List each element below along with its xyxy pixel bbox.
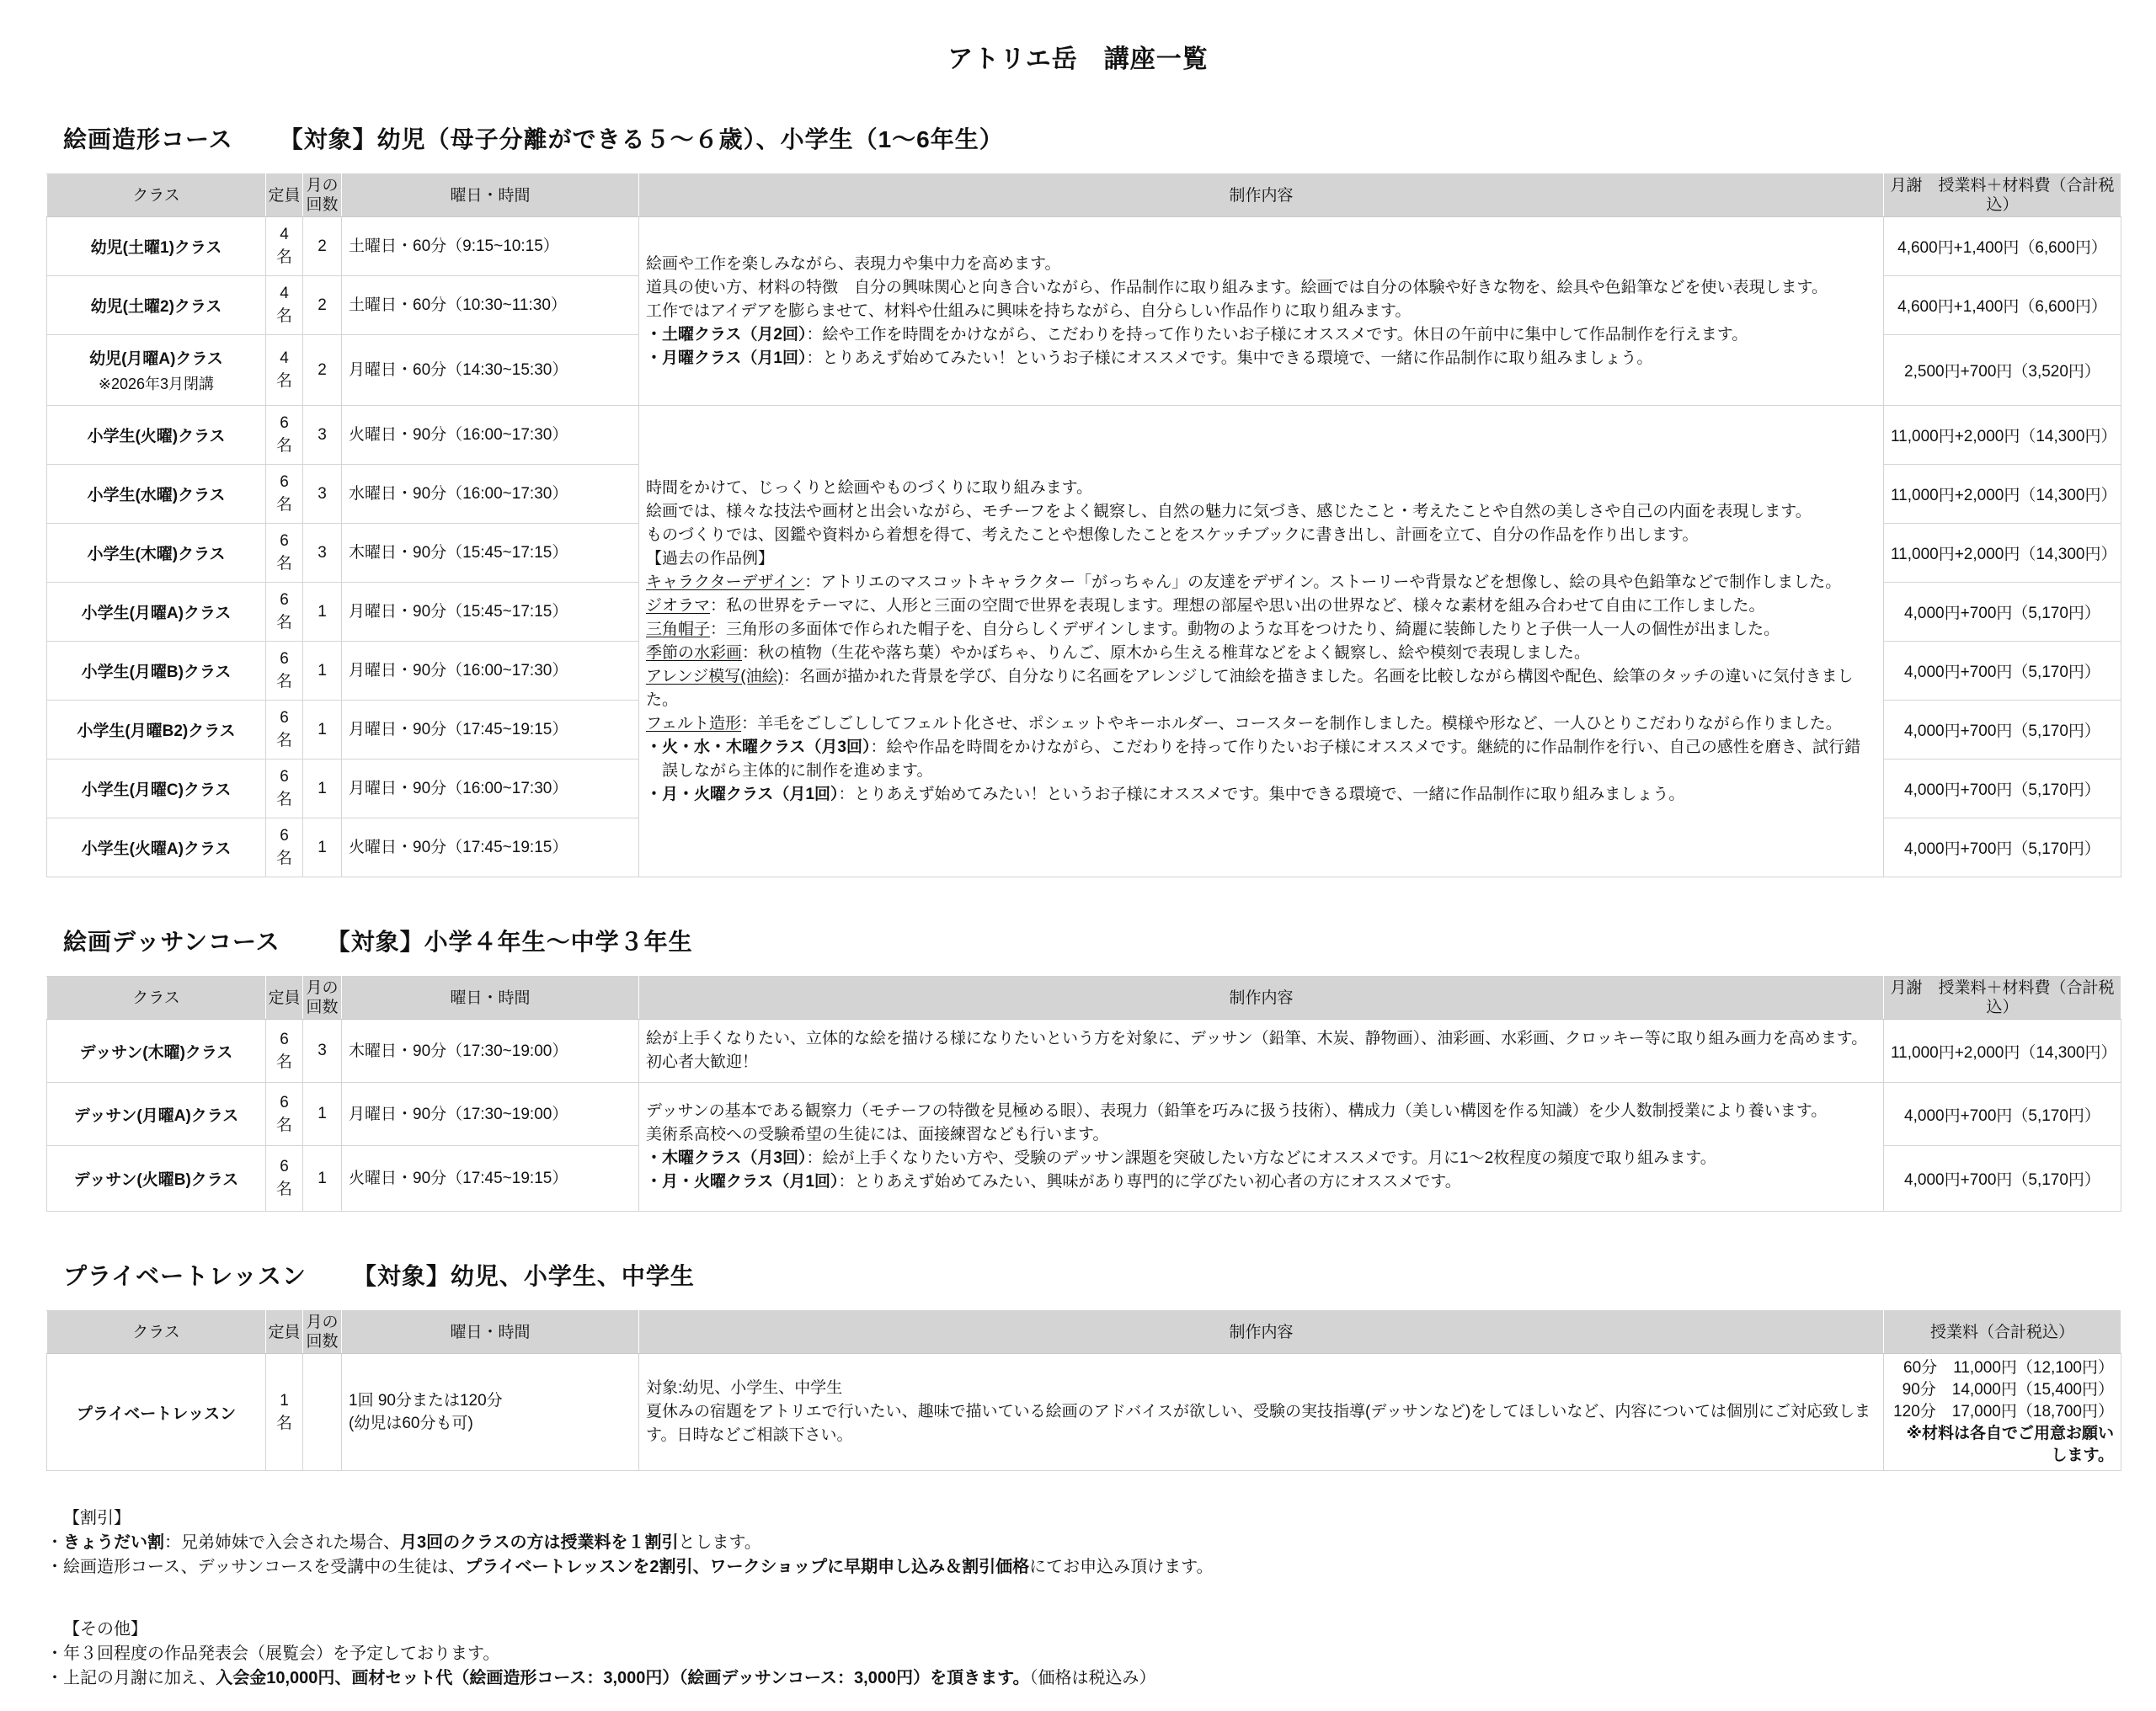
col-header-times (303, 977, 342, 1020)
schedule-cell: 火曜日・90分（16:00~17:30） (342, 406, 639, 465)
schedule-cell: 月曜日・90分（16:00~17:30） (342, 642, 639, 701)
page-title: アトリエ岳 講座一覧 (947, 45, 1209, 73)
content-line: 絵が上手くなりたい、立体的な絵を描ける様になりたいという方を対象に、デッサン（鉛筆、木炭、静物画）、油彩画、水彩画、クロッキー等に取り組み画力を高めます。 (646, 1030, 1868, 1047)
times-cell: 2 (303, 217, 342, 276)
col-header-class: クラス (47, 977, 266, 1020)
capacity-cell: 4名 (266, 276, 303, 335)
col-header-class: クラス (47, 174, 266, 217)
table-row (47, 406, 2121, 465)
content-example: アレンジ模写(油絵)：名画が描かれた背景を学び、自分なりに名画をアレンジして油絵を描きました。名画を比較しながら構図や配色、絵筆のタッチの違いに気付きました。 (646, 667, 1854, 709)
discount-item: ・きょうだい割：兄弟姉妹で入会された場合、月3回のクラスの方は授業料を１割引とします。 (46, 1533, 761, 1552)
schedule-cell: 火曜日・90分（17:45~19:15） (342, 818, 639, 877)
section-name: 絵画造形コース (63, 126, 233, 152)
content-cell-dessin-thu (639, 1020, 1884, 1083)
class-name-cell: デッサン(火曜B)クラス (47, 1146, 266, 1212)
class-name-cell: 小学生(月曜A)クラス (47, 583, 266, 642)
capacity-cell: 6名 (266, 583, 303, 642)
content-examples-title: 【過去の作品例】 (646, 549, 775, 568)
col-header-times-line1: 月の (306, 1314, 339, 1331)
fee-cell: 4,600円+1,400円（6,600円） (1884, 217, 2121, 276)
content-cell-private (639, 1354, 1884, 1471)
col-header-content: 制作内容 (639, 1311, 1884, 1354)
fee-line-90: 90分 14,000円（15,400円） (1902, 1381, 2114, 1399)
capacity-cell: 6名 (266, 701, 303, 760)
times-cell: 1 (303, 760, 342, 818)
schedule-line: 1回 90分または120分 (349, 1392, 503, 1410)
col-header-schedule: 曜日・時間 (342, 174, 639, 217)
times-cell: 2 (303, 276, 342, 335)
content-line: 工作ではアイデアを膨らませて、材料や仕組みに興味を持ちながら、自分らしい作品作りに取り組みます。 (646, 301, 1412, 320)
schedule-cell: 月曜日・90分（17:30~19:00） (342, 1083, 639, 1146)
class-name-cell: 小学生(月曜B)クラス (47, 642, 266, 701)
fee-cell: 4,000円+700円（5,170円） (1884, 701, 2121, 760)
content-line: 道具の使い方、材料の特徴 自分の興味関心と向き合いながら、作品制作に取り組みます。絵画では自分の体験や好きな物を、絵具や色鉛筆などを使い表現します。 (646, 278, 1828, 296)
section-name: プライベートレッスン (63, 1263, 307, 1289)
col-header-fee: 授業料（合計税込） (1884, 1311, 2121, 1354)
content-bullet: ・月・火曜クラス（月1回）：とりあえず始めてみたい、興味があり専門的に学びたい初心者の方にオススメです。 (646, 1173, 1461, 1191)
schedule-cell: 土曜日・60分（9:15~10:15） (342, 217, 639, 276)
capacity-cell: 1名 (266, 1354, 303, 1471)
other-title: 【その他】 (63, 1620, 147, 1639)
schedule-cell: 月曜日・60分（14:30~15:30） (342, 335, 639, 406)
section-heading-private (63, 1258, 2156, 1292)
fee-cell: 4,000円+700円（5,170円） (1884, 583, 2121, 642)
times-cell: 1 (303, 642, 342, 701)
capacity-cell: 6名 (266, 642, 303, 701)
fee-cell: 4,000円+700円（5,170円） (1884, 642, 2121, 701)
table-row (47, 217, 2121, 276)
fee-cell: 4,000円+700円（5,170円） (1884, 1146, 2121, 1212)
content-line: デッサンの基本である観察力（モチーフの特徴を見極める眼）、表現力（鉛筆を巧みに扱う技術）、構成力（美しい構図を作る知識）を少人数制授業により養います。 (646, 1102, 1828, 1120)
times-cell: 2 (303, 335, 342, 406)
content-bullet: ・土曜クラス（月2回）：絵や工作を時間をかけながら、こだわりを持って作りたいお子様にオススメです。休日の午前中に集中して作品制作を行えます。 (646, 325, 1748, 344)
course-table-private (46, 1310, 2121, 1471)
times-cell: 1 (303, 701, 342, 760)
schedule-cell: 水曜日・90分（16:00~17:30） (342, 465, 639, 524)
fee-cell: 11,000円+2,000円（14,300円） (1884, 524, 2121, 583)
content-example: フェルト造形：羊毛をごしごししてフェルト化させ、ポシェットやキーホルダー、コースターを制作しました。模様や形など、一人ひとりこだわりながら作りました。 (646, 714, 1842, 733)
content-example: キャラクターデザイン：アトリエのマスコットキャラクター「がっちゃん」の友達をデザイン。ストーリーや背景などを想像し、絵の具や色鉛筆などで制作しました。 (646, 573, 1842, 591)
class-name-cell: 小学生(火曜)クラス (47, 406, 266, 465)
other-item: ・年３回程度の作品発表会（展覧会）を予定しております。 (46, 1644, 500, 1663)
col-header-capacity: 定員 (266, 1311, 303, 1354)
class-name-cell: プライベートレッスン (47, 1354, 266, 1471)
schedule-cell: 木曜日・90分（17:30~19:00） (342, 1020, 639, 1083)
content-bullet: ・火・水・木曜クラス（月3回）：絵や作品を時間をかけながら、こだわりを持って作りたいお子様にオススメです。継続的に作品制作を行い、自己の感性を磨き、試行錯誤しながら主体的に制作を進めます。 (646, 738, 1861, 780)
col-header-times-line2: 回数 (306, 999, 339, 1016)
section-target: 【対象】幼児（母子分離ができる５～６歳）、小学生（1～6年生） (279, 126, 1004, 152)
table-header-row (47, 1311, 2121, 1354)
section-heading-dessin (63, 924, 2156, 957)
col-header-capacity: 定員 (266, 977, 303, 1020)
col-header-fee: 月謝 授業料＋材料費（合計税込） (1884, 977, 2121, 1020)
capacity-cell: 6名 (266, 524, 303, 583)
table-row (47, 1083, 2121, 1146)
section-heading-zokei (63, 121, 2156, 155)
content-line: 対象:幼児、小学生、中学生 (646, 1379, 843, 1397)
schedule-cell: 木曜日・90分（15:45~17:15） (342, 524, 639, 583)
fee-line-120: 120分 17,000円（18,700円） (1893, 1403, 2114, 1421)
times-cell: 3 (303, 406, 342, 465)
content-line: 初心者大歓迎！ (646, 1053, 759, 1071)
col-header-times (303, 174, 342, 217)
content-example: 三角帽子：三角形の多面体で作られた帽子を、自分らしくデザインします。動物のような耳をつけたり、綺麗に装飾したりと子供一人一人の個性が出ました。 (646, 620, 1780, 638)
content-bullet: ・月曜クラス（月1回）：とりあえず始めてみたい！というお子様にオススメです。集中できる環境で、一緒に作品制作に取り組みましょう。 (646, 349, 1653, 367)
schedule-line: (幼児は60分も可) (349, 1415, 473, 1432)
schedule-cell: 月曜日・90分（17:45~19:15） (342, 701, 639, 760)
times-cell: 3 (303, 524, 342, 583)
fee-cell: 2,500円+700円（3,520円） (1884, 335, 2121, 406)
fee-cell: 11,000円+2,000円（14,300円） (1884, 406, 2121, 465)
section-target: 【対象】幼児、小学生、中学生 (352, 1263, 695, 1289)
class-name-cell: 小学生(月曜C)クラス (47, 760, 266, 818)
table-row (47, 1020, 2121, 1083)
schedule-cell: 火曜日・90分（17:45~19:15） (342, 1146, 639, 1212)
content-line: 美術系高校への受験希望の生徒には、面接練習なども行います。 (646, 1126, 1109, 1143)
times-cell: 1 (303, 583, 342, 642)
fee-line-60: 60分 11,000円（12,100円） (1903, 1359, 2114, 1377)
fee-cell: 4,000円+700円（5,170円） (1884, 1083, 2121, 1146)
col-header-times-line2: 回数 (306, 196, 339, 214)
capacity-cell: 6名 (266, 760, 303, 818)
content-line: 絵画や工作を楽しみながら、表現力や集中力を高めます。 (646, 254, 1061, 273)
table-row (47, 1354, 2121, 1471)
course-table-zokei (46, 173, 2121, 877)
fee-cell: 11,000円+2,000円（14,300円） (1884, 465, 2121, 524)
footer-notes (46, 1506, 2156, 1691)
times-cell: 3 (303, 1020, 342, 1083)
col-header-schedule: 曜日・時間 (342, 1311, 639, 1354)
capacity-cell: 6名 (266, 1083, 303, 1146)
table-header-row (47, 977, 2121, 1020)
content-line: 夏休みの宿題をアトリエで行いたい、趣味で描いている絵画のアドバイスが欲しい、受験の実技指導(デッサンなど)をしてほしいなど、内容については個別にご対応致します。日時などご相談下さい。 (646, 1403, 1870, 1444)
col-header-capacity: 定員 (266, 174, 303, 217)
col-header-content: 制作内容 (639, 977, 1884, 1020)
section-name: 絵画デッサンコース (63, 929, 280, 955)
class-name-cell: デッサン(木曜)クラス (47, 1020, 266, 1083)
capacity-cell: 6名 (266, 406, 303, 465)
content-example: 季節の水彩画：秋の植物（生花や落ち葉）やかぼちゃ、りんご、原木から生える椎茸などをよく観察し、絵や模刻で表現しました。 (646, 643, 1591, 662)
fee-cell: 4,000円+700円（5,170円） (1884, 760, 2121, 818)
capacity-cell: 6名 (266, 1146, 303, 1212)
discount-item: ・絵画造形コース、デッサンコースを受講中の生徒は、プライベートレッスンを2割引、ワークショップに早期申し込み＆割引価格にてお申込み頂けます。 (46, 1558, 1214, 1576)
col-header-schedule: 曜日・時間 (342, 977, 639, 1020)
content-line: ものづくりでは、図鑑や資料から着想を得て、考えたことや想像したことをスケッチブックに書き出し、計画を立て、自分の作品を作り出します。 (646, 525, 1699, 544)
table-header-row (47, 174, 2121, 217)
schedule-cell: 月曜日・90分（15:45~17:15） (342, 583, 639, 642)
fee-materials-note: ※材料は各自でご用意お願いします。 (1906, 1425, 2114, 1464)
col-header-times-line1: 月の (306, 177, 339, 195)
class-name-cell: デッサン(月曜A)クラス (47, 1083, 266, 1146)
content-cell-dessin-monfri (639, 1083, 1884, 1212)
times-cell (303, 1354, 342, 1471)
col-header-times-line2: 回数 (306, 1333, 339, 1351)
class-name-cell: 幼児(月曜A)クラス ※2026年3月閉講 (47, 335, 266, 406)
content-bullet: ・木曜クラス（月3回）：絵が上手くなりたい方や、受験のデッサン課題を突破したい方などにオススメです。月に1～2枚程度の頻度で取り組みます。 (646, 1149, 1716, 1167)
fee-cell: 11,000円+2,000円（14,300円） (1884, 1020, 2121, 1083)
times-cell: 3 (303, 465, 342, 524)
content-example: ジオラマ：私の世界をテーマに、人形と三面の空間で世界を表現します。理想の部屋や思い出の世界など、様々な素材を組み合わせて自由に工作しました。 (646, 596, 1765, 615)
times-cell: 1 (303, 818, 342, 877)
col-header-class: クラス (47, 1311, 266, 1354)
fee-cell: 4,600円+1,400円（6,600円） (1884, 276, 2121, 335)
times-cell: 1 (303, 1146, 342, 1212)
class-name-cell: 幼児(土曜2)クラス (47, 276, 266, 335)
col-header-content: 制作内容 (639, 174, 1884, 217)
other-item: ・上記の月謝に加え、入会金10,000円、画材セット代（絵画造形コース：3,000円）（絵画デッサンコース：3,000円）を頂きます。（価格は税込み） (46, 1669, 1156, 1687)
schedule-cell: 土曜日・60分（10:30~11:30） (342, 276, 639, 335)
capacity-cell: 4名 (266, 217, 303, 276)
schedule-cell: 月曜日・90分（16:00~17:30） (342, 760, 639, 818)
capacity-cell: 6名 (266, 465, 303, 524)
content-cell-yoji (639, 217, 1884, 406)
schedule-cell (342, 1354, 639, 1471)
section-target: 【対象】小学４年生～中学３年生 (326, 929, 693, 955)
col-header-fee: 月謝 授業料＋材料費（合計税込） (1884, 174, 2121, 217)
col-header-times-line1: 月の (306, 979, 339, 997)
discount-title: 【割引】 (63, 1509, 131, 1527)
content-cell-shogakusei (639, 406, 1884, 877)
content-bullet: ・月・火曜クラス（月1回）：とりあえず始めてみたい！というお子様にオススメです。集中できる環境で、一緒に作品制作に取り組みましょう。 (646, 785, 1685, 803)
capacity-cell: 4名 (266, 335, 303, 406)
capacity-cell: 6名 (266, 818, 303, 877)
fee-cell: 4,000円+700円（5,170円） (1884, 818, 2121, 877)
times-cell: 1 (303, 1083, 342, 1146)
content-line: 絵画では、様々な技法や画材と出会いながら、モチーフをよく観察し、自然の魅力に気づき、感じたこと・考えたことや自然の美しさや自己の内面を表現します。 (646, 502, 1812, 520)
class-name-cell: 小学生(水曜)クラス (47, 465, 266, 524)
course-table-dessin (46, 976, 2121, 1212)
fee-cell-private (1884, 1354, 2121, 1471)
class-name-cell: 小学生(木曜)クラス (47, 524, 266, 583)
class-name-cell: 小学生(月曜B2)クラス (47, 701, 266, 760)
col-header-times (303, 1311, 342, 1354)
class-name-cell: 小学生(火曜A)クラス (47, 818, 266, 877)
content-line: 時間をかけて、じっくりと絵画やものづくりに取り組みます。 (646, 478, 1093, 497)
capacity-cell: 6名 (266, 1020, 303, 1083)
class-closing-note: ※2026年3月閉講 (98, 376, 215, 392)
class-name-cell: 幼児(土曜1)クラス (47, 217, 266, 276)
